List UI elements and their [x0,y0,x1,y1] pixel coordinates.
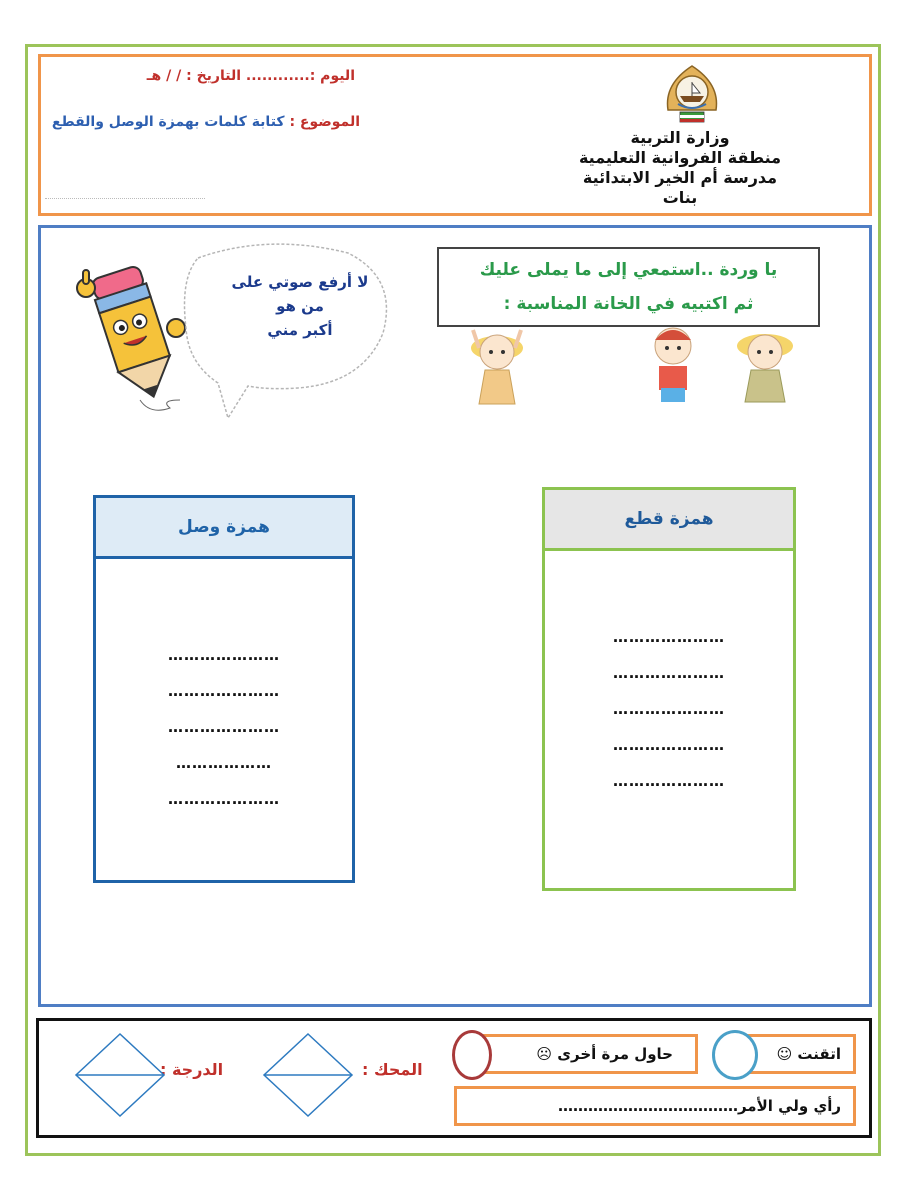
ministry-name: وزارة التربية [630,128,730,147]
school-info [570,128,790,208]
date-line [147,68,355,84]
subject-value: كتابة كلمات بهمزة الوصل والقطع [51,114,285,130]
date-label: التاريخ : / / هـ [146,68,242,84]
instruction-line-1: يا وردة ..استمعي إلى ما يملى عليك [479,260,778,280]
school-name: مدرسة أم الخير الابتدائية بنات [582,168,778,207]
parent-opinion-field[interactable]: رأي ولي الأمر……………………………… [454,1086,856,1126]
wasl-answer-line-1[interactable]: ………………… [168,646,280,664]
speech-line-1: لا أرفع صوتي على من هو [231,273,369,315]
try-again-option[interactable]: حاول مرة أخرى ☹ [478,1034,698,1074]
wasl-answer-line-5[interactable]: ………………… [168,790,280,808]
wasl-answer-line-4[interactable]: ……………… [176,754,272,772]
mastered-option[interactable]: اتقنت ☺ [744,1034,856,1074]
grade-diamond[interactable] [74,1032,166,1118]
qat-answer-line-3[interactable]: ………………… [613,700,725,718]
mastered-check-circle[interactable] [712,1030,758,1080]
subject-label: الموضوع : [289,114,360,130]
header-divider [45,198,205,199]
hamzat-wasl-title: همزة وصل [96,498,352,559]
wasl-answer-line-2[interactable]: ………………… [168,682,280,700]
instruction-line-2: ثم اكتبيه في الخانة المناسبة : [503,294,754,314]
hamzat-qat-title: همزة قطع [545,490,793,551]
criterion-label: المحك : [362,1060,423,1079]
hamzat-wasl-column [93,495,355,883]
kids-illustration-icon [455,322,810,412]
kuwait-emblem-icon [660,60,724,128]
speech-line-2: أكبر مني [267,321,333,339]
qat-answer-line-1[interactable]: ………………… [613,628,725,646]
instruction-banner [437,247,820,327]
try-again-check-circle[interactable] [452,1030,492,1080]
wasl-answer-line-3[interactable]: ………………… [168,718,280,736]
region-name: منطقة الفروانية التعليمية [578,148,782,167]
hamzat-qat-column [542,487,796,891]
qat-answer-line-4[interactable]: ………………… [613,736,725,754]
grade-label: الدرجة : [160,1060,224,1079]
subject-line [52,114,360,130]
qat-answer-line-5[interactable]: ………………… [613,772,725,790]
day-label: اليوم :............ [245,68,355,84]
qat-answer-line-2[interactable]: ………………… [613,664,725,682]
speech-bubble-text [225,270,375,342]
criterion-diamond[interactable] [262,1032,354,1118]
